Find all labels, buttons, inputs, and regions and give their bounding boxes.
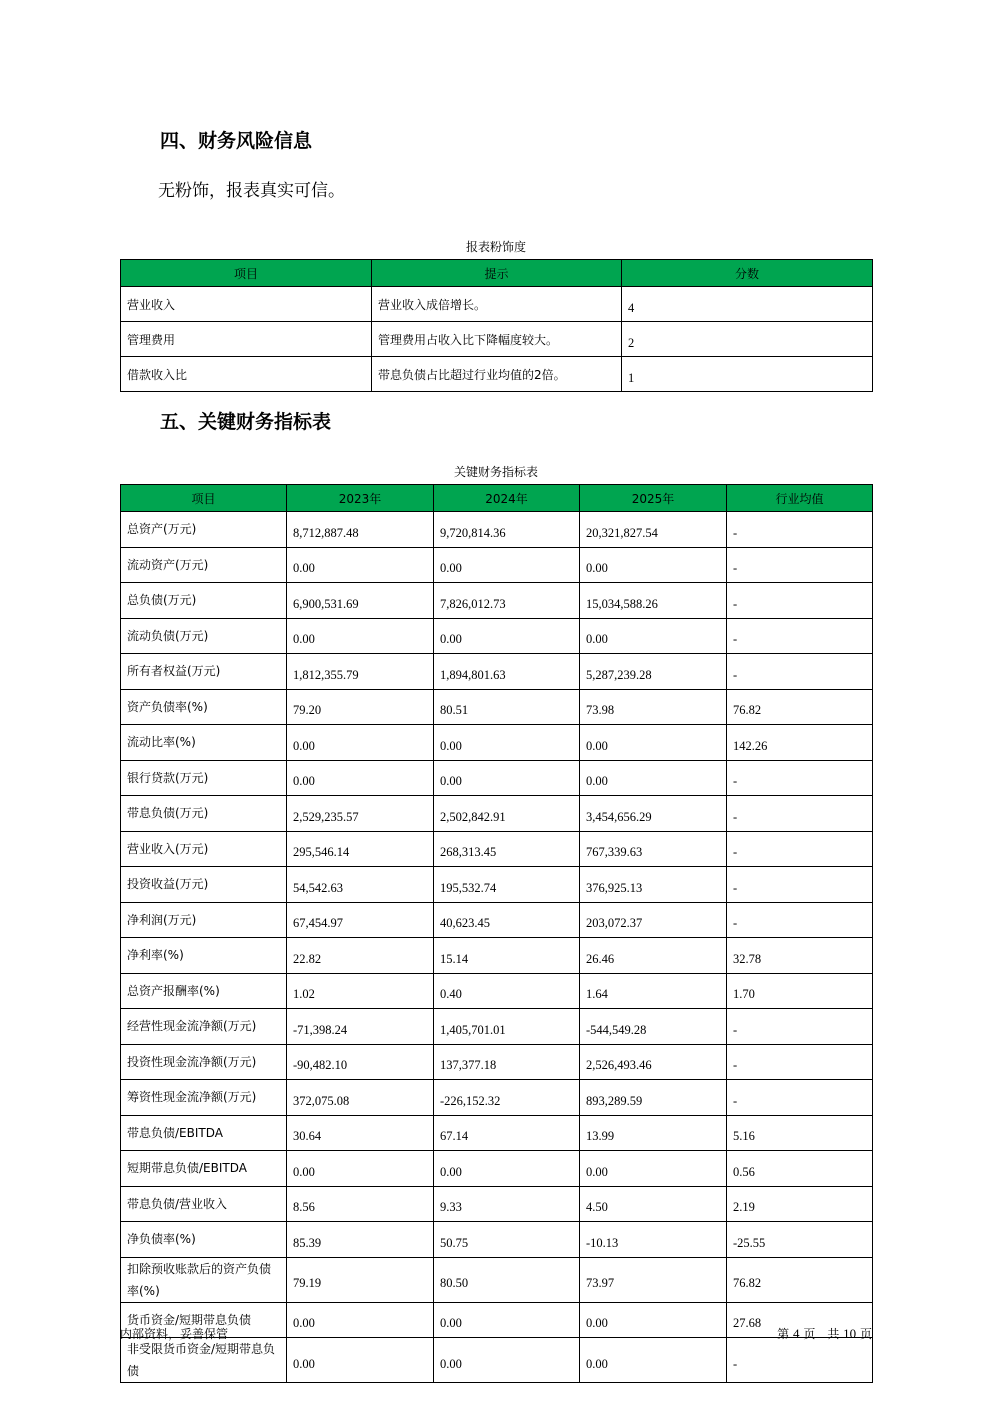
kpi-industry-avg-cell: 142.26 [727,725,873,761]
table-row [121,973,873,1009]
table-row [121,1302,873,1338]
kpi-industry-avg-cell: 76.82 [727,689,873,725]
kpi-2025-cell: 20,321,827.54 [580,512,727,548]
kpi-2025-cell: 0.00 [580,725,727,761]
table-row [121,1222,873,1258]
section-5-heading: 五、关键财务指标表 [160,411,332,433]
kpi-item-cell: 流动资产(万元) [121,547,287,583]
kpi-industry-avg-cell: - [727,547,873,583]
kpi-2024-cell: 1,405,701.01 [434,1009,580,1045]
kpi-2023-cell: 0.00 [287,1151,434,1187]
kpi-industry-avg-cell: - [727,867,873,903]
section-4-heading: 四、财务风险信息 [160,130,313,152]
kpi-2025-cell: 0.00 [580,1302,727,1338]
kpi-2025-cell: 893,289.59 [580,1080,727,1116]
table-row [121,1044,873,1080]
kpi-item-cell: 扣除预收账款后的资产负债率(%) [121,1257,287,1302]
risk-hint-cell: 营业收入成倍增长。 [372,287,622,322]
kpi-industry-avg-cell: - [727,1080,873,1116]
kpi-2023-cell: 0.00 [287,547,434,583]
kpi-2023-cell: 295,546.14 [287,831,434,867]
kpi-industry-avg-cell: - [727,831,873,867]
kpi-2025-cell: 4.50 [580,1186,727,1222]
kpi-2025-cell: 15,034,588.26 [580,583,727,619]
kpi-item-cell: 营业收入(万元) [121,831,287,867]
kpi-industry-avg-cell: 76.82 [727,1257,873,1302]
kpi-item-cell: 投资收益(万元) [121,867,287,903]
kpi-item-cell: 总负债(万元) [121,583,287,619]
kpi-industry-avg-cell: - [727,1009,873,1045]
kpi-industry-avg-cell: - [727,1044,873,1080]
kpi-2025-cell: 0.00 [580,760,727,796]
kpi-header-2023: 2023年 [287,485,434,512]
kpi-header-industry-avg: 行业均值 [727,485,873,512]
kpi-industry-avg-cell: 1.70 [727,973,873,1009]
kpi-item-cell: 短期带息负债/EBITDA [121,1151,287,1187]
kpi-2024-cell: -226,152.32 [434,1080,580,1116]
table-row [121,796,873,832]
kpi-2023-cell: 0.00 [287,1338,434,1383]
kpi-2025-cell: 0.00 [580,618,727,654]
table-row [121,1338,873,1383]
kpi-item-cell: 总资产报酬率(%) [121,973,287,1009]
kpi-item-cell: 总资产(万元) [121,512,287,548]
footer-total-pages: 10 [843,1326,857,1341]
kpi-industry-avg-cell: - [727,796,873,832]
kpi-item-cell: 所有者权益(万元) [121,654,287,690]
kpi-2025-cell: 0.00 [580,1338,727,1383]
kpi-2025-cell: 26.46 [580,938,727,974]
risk-header-hint: 提示 [372,260,622,287]
kpi-2024-cell: 2,502,842.91 [434,796,580,832]
kpi-2024-cell: 40,623.45 [434,902,580,938]
table-row [121,1009,873,1045]
kpi-industry-avg-cell: - [727,618,873,654]
kpi-2024-cell: 0.00 [434,547,580,583]
risk-item-cell: 管理费用 [121,322,372,357]
kpi-2025-cell: 73.98 [580,689,727,725]
kpi-2023-cell: 54,542.63 [287,867,434,903]
kpi-2023-cell: 79.19 [287,1257,434,1302]
kpi-2024-cell: 268,313.45 [434,831,580,867]
footer-page-suffix: 页 [859,1327,872,1341]
kpi-2025-cell: 767,339.63 [580,831,727,867]
kpi-item-cell: 带息负债(万元) [121,796,287,832]
table-row [121,689,873,725]
risk-score-cell: 1 [622,357,873,392]
risk-header-score: 分数 [622,260,873,287]
table-row [121,654,873,690]
kpi-industry-avg-cell: 27.68 [727,1302,873,1338]
risk-item-cell: 营业收入 [121,287,372,322]
kpi-2024-cell: 9,720,814.36 [434,512,580,548]
kpi-2025-cell: 3,454,656.29 [580,796,727,832]
kpi-item-cell: 净利润(万元) [121,902,287,938]
kpi-2024-cell: 80.51 [434,689,580,725]
kpi-header-2024: 2024年 [434,485,580,512]
kpi-2023-cell: 372,075.08 [287,1080,434,1116]
risk-score-cell: 4 [622,287,873,322]
kpi-2024-cell: 0.00 [434,760,580,796]
kpi-2023-cell: 6,900,531.69 [287,583,434,619]
risk-item-cell: 借款收入比 [121,357,372,392]
table-row [121,1080,873,1116]
kpi-header-item: 项目 [121,485,287,512]
table-row [121,618,873,654]
kpi-item-cell: 非受限货币资金/短期带息负债 [121,1338,287,1383]
table-row [121,357,873,392]
kpi-industry-avg-cell: 5.16 [727,1115,873,1151]
kpi-table-caption: 关键财务指标表 [453,465,538,479]
kpi-item-cell: 带息负债/营业收入 [121,1186,287,1222]
kpi-2024-cell: 15.14 [434,938,580,974]
kpi-2023-cell: 8,712,887.48 [287,512,434,548]
table-row [121,322,873,357]
table-row [121,867,873,903]
kpi-item-cell: 资产负债率(%) [121,689,287,725]
risk-table-header-row [121,260,873,287]
kpi-2023-cell: 79.20 [287,689,434,725]
kpi-2023-cell: 1,812,355.79 [287,654,434,690]
kpi-table-header-row [121,485,873,512]
kpi-2024-cell: 0.00 [434,618,580,654]
kpi-2023-cell: 1.02 [287,973,434,1009]
kpi-2024-cell: 50.75 [434,1222,580,1258]
kpi-2024-cell: 0.00 [434,1338,580,1383]
kpi-2025-cell: 13.99 [580,1115,727,1151]
kpi-2023-cell: 0.00 [287,618,434,654]
table-row [121,831,873,867]
table-row [121,512,873,548]
kpi-2023-cell: -90,482.10 [287,1044,434,1080]
kpi-2025-cell: -544,549.28 [580,1009,727,1045]
table-row [121,938,873,974]
table-row [121,547,873,583]
footer-page-mid: 页 共 [803,1327,840,1341]
risk-score-cell: 2 [622,322,873,357]
kpi-2023-cell: 67,454.97 [287,902,434,938]
kpi-2023-cell: 0.00 [287,760,434,796]
kpi-industry-avg-cell: 2.19 [727,1186,873,1222]
footer-page-number: 4 [792,1326,800,1341]
footer-page-prefix: 第 [777,1327,790,1341]
kpi-industry-avg-cell: - [727,760,873,796]
table-row [121,902,873,938]
kpi-industry-avg-cell: - [727,1338,873,1383]
kpi-2023-cell: 2,529,235.57 [287,796,434,832]
kpi-item-cell: 经营性现金流净额(万元) [121,1009,287,1045]
footer-confidential-note: 内部资料，妥善保管 [120,1327,229,1341]
kpi-2025-cell: 2,526,493.46 [580,1044,727,1080]
kpi-item-cell: 流动比率(%) [121,725,287,761]
table-row [121,725,873,761]
kpi-2023-cell: 30.64 [287,1115,434,1151]
section-4-text: 无粉饰，报表真实可信。 [158,181,345,201]
kpi-2024-cell: 7,826,012.73 [434,583,580,619]
kpi-2024-cell: 0.00 [434,725,580,761]
kpi-industry-avg-cell: - [727,902,873,938]
kpi-item-cell: 净负债率(%) [121,1222,287,1258]
kpi-2025-cell: 0.00 [580,1151,727,1187]
kpi-item-cell: 货币资金/短期带息负债 [121,1302,287,1338]
kpi-2023-cell: 85.39 [287,1222,434,1258]
kpi-2024-cell: 80.50 [434,1257,580,1302]
kpi-item-cell: 投资性现金流净额(万元) [121,1044,287,1080]
kpi-2024-cell: 137,377.18 [434,1044,580,1080]
kpi-industry-avg-cell: -25.55 [727,1222,873,1258]
kpi-item-cell: 银行贷款(万元) [121,760,287,796]
risk-hint-cell: 管理费用占收入比下降幅度较大。 [372,322,622,357]
kpi-industry-avg-cell: - [727,583,873,619]
kpi-2024-cell: 9.33 [434,1186,580,1222]
kpi-2025-cell: 5,287,239.28 [580,654,727,690]
risk-table-caption: 报表粉饰度 [465,240,526,254]
kpi-item-cell: 净利率(%) [121,938,287,974]
kpi-2025-cell: 1.64 [580,973,727,1009]
kpi-2023-cell: -71,398.24 [287,1009,434,1045]
kpi-2023-cell: 0.00 [287,725,434,761]
kpi-2024-cell: 0.40 [434,973,580,1009]
table-row [121,1257,873,1302]
kpi-industry-avg-cell: - [727,512,873,548]
kpi-2025-cell: 203,072.37 [580,902,727,938]
footer-page-indicator [777,1325,872,1342]
table-row [121,1186,873,1222]
table-row [121,287,873,322]
kpi-2023-cell: 22.82 [287,938,434,974]
kpi-2024-cell: 1,894,801.63 [434,654,580,690]
kpi-2025-cell: 376,925.13 [580,867,727,903]
risk-hint-cell: 带息负债占比超过行业均值的2倍。 [372,357,622,392]
kpi-industry-avg-cell: - [727,654,873,690]
kpi-item-cell: 流动负债(万元) [121,618,287,654]
kpi-2023-cell: 0.00 [287,1302,434,1338]
kpi-2025-cell: -10.13 [580,1222,727,1258]
risk-table [120,259,873,392]
risk-header-item: 项目 [121,260,372,287]
kpi-item-cell: 筹资性现金流净额(万元) [121,1080,287,1116]
kpi-item-cell: 带息负债/EBITDA [121,1115,287,1151]
kpi-2025-cell: 0.00 [580,547,727,583]
kpi-industry-avg-cell: 32.78 [727,938,873,974]
kpi-2024-cell: 0.00 [434,1302,580,1338]
kpi-industry-avg-cell: 0.56 [727,1151,873,1187]
kpi-2025-cell: 73.97 [580,1257,727,1302]
kpi-2024-cell: 0.00 [434,1151,580,1187]
table-row [121,1115,873,1151]
kpi-2023-cell: 8.56 [287,1186,434,1222]
kpi-table [120,484,873,1383]
kpi-2024-cell: 67.14 [434,1115,580,1151]
table-row [121,760,873,796]
kpi-2024-cell: 195,532.74 [434,867,580,903]
table-row [121,1151,873,1187]
kpi-header-2025: 2025年 [580,485,727,512]
table-row [121,583,873,619]
